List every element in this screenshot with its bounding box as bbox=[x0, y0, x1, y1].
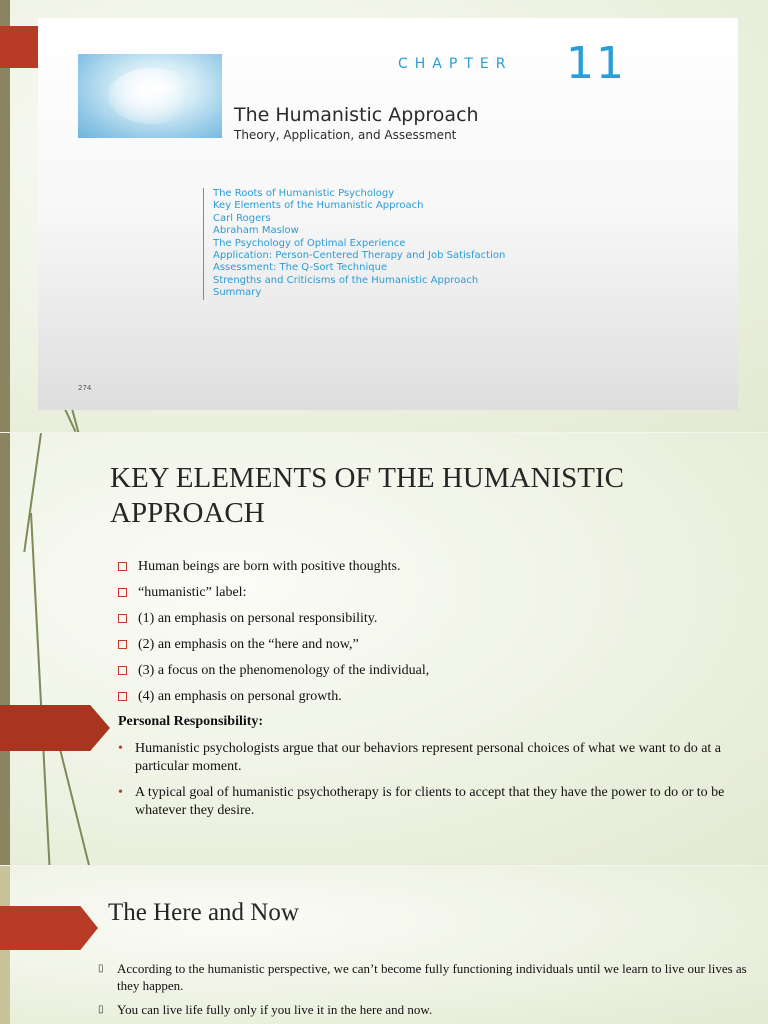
checkbox-square-icon bbox=[118, 562, 127, 571]
toc-item: The Psychology of Optimal Experience bbox=[213, 237, 406, 249]
chapter-contents bbox=[203, 188, 505, 300]
list-item: “humanistic” label: bbox=[118, 585, 429, 611]
decorative-stem bbox=[30, 513, 51, 865]
list-item: (2) an emphasis on the “here and now,” bbox=[118, 637, 429, 663]
globe-image bbox=[78, 54, 222, 138]
checkbox-square-icon bbox=[118, 614, 127, 623]
chapter-page-image bbox=[38, 18, 738, 410]
bullet-marker-icon: ▯ bbox=[98, 963, 104, 974]
slide-here-and-now bbox=[0, 866, 768, 1024]
checkbox-square-icon bbox=[118, 588, 127, 597]
responsibility-bullets bbox=[118, 740, 748, 828]
checkbox-square-icon bbox=[118, 640, 127, 649]
checkbox-square-icon bbox=[118, 666, 127, 675]
bullet-item: • A typical goal of humanistic psychotherapy is for clients to accept that they have the power to do or to be whatever they desire. bbox=[118, 784, 748, 820]
bullet-item: ▯ You can live life fully only if you live it in the here and now. bbox=[98, 1002, 433, 1017]
toc-item: Abraham Maslow bbox=[213, 225, 299, 237]
bullet-marker-icon: ▯ bbox=[98, 1004, 104, 1015]
bullet-item: • Humanistic psychologists argue that our behaviors represent personal choices of what we want to do at a particular moment. bbox=[118, 740, 748, 776]
toc-item: Application: Person-Centered Therapy and Job Satisfaction bbox=[213, 250, 506, 262]
elements-list bbox=[118, 559, 429, 715]
slide-heading: The Here and Now bbox=[108, 899, 299, 926]
slide-edge-bar bbox=[0, 433, 10, 865]
list-item: Human beings are born with positive thoughts. bbox=[118, 559, 429, 585]
chapter-title: The Humanistic Approach bbox=[234, 104, 479, 126]
slide-key-elements bbox=[0, 433, 768, 865]
red-arrow-tab bbox=[0, 906, 98, 950]
chapter-subtitle: Theory, Application, and Assessment bbox=[234, 128, 457, 142]
here-now-bullets bbox=[98, 960, 758, 1024]
chapter-label: CHAPTER bbox=[398, 56, 513, 72]
page-number: 274 bbox=[78, 384, 92, 392]
toc-item: Summary bbox=[213, 287, 262, 299]
list-item: (3) a focus on the phenomenology of the individual, bbox=[118, 663, 429, 689]
subheading-personal-responsibility: Personal Responsibility: bbox=[118, 714, 264, 729]
toc-item: The Roots of Humanistic Psychology bbox=[213, 188, 395, 199]
slide-chapter-cover bbox=[0, 0, 768, 432]
chapter-number: 11 bbox=[566, 38, 626, 89]
list-item: (4) an emphasis on personal growth. bbox=[118, 689, 429, 715]
toc-item: Assessment: The Q-Sort Technique bbox=[213, 262, 388, 274]
toc-item: Carl Rogers bbox=[213, 212, 271, 224]
red-arrow-tab bbox=[0, 705, 110, 751]
toc-item: Strengths and Criticisms of the Humanistic Approach bbox=[213, 274, 479, 286]
slide-heading: KEY ELEMENTS OF THE HUMANISTIC APPROACH bbox=[110, 462, 624, 529]
list-item: (1) an emphasis on personal responsibility. bbox=[118, 611, 429, 637]
checkbox-square-icon bbox=[118, 692, 127, 701]
bullet-item: ▯ According to the humanistic perspective, we can’t become fully functioning individuals until we learn to live our lives as they happen. bbox=[98, 961, 747, 993]
toc-item: Key Elements of the Humanistic Approach bbox=[213, 200, 424, 212]
decorative-stem bbox=[55, 733, 91, 865]
